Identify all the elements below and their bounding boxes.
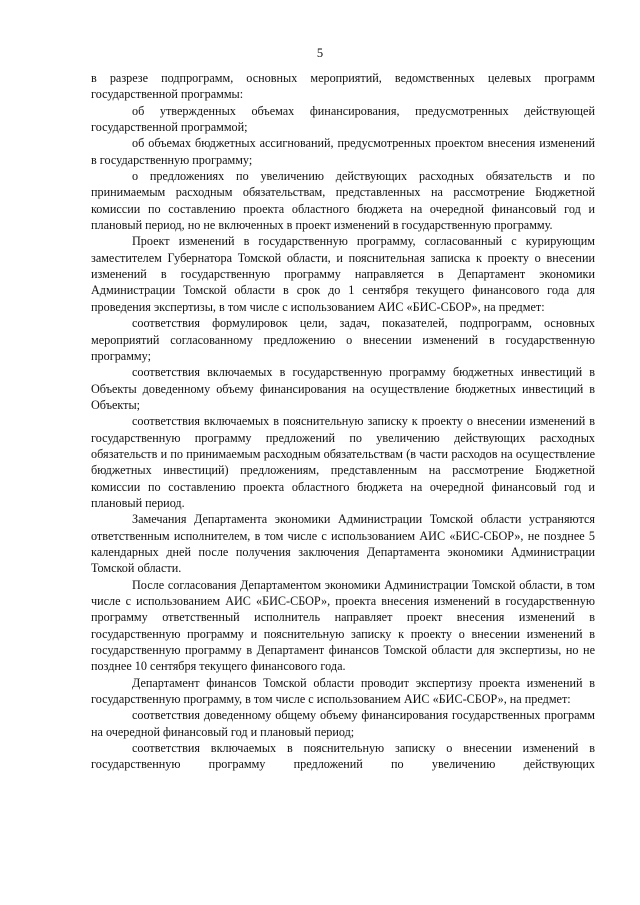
paragraph: соответствия включаемых в государственную программу бюджетных инвестиций в Объекты доведенному объему финансирования на осуществление бюджетных инвестиций в Объекты; bbox=[91, 365, 595, 412]
paragraph: в разрезе подпрограмм, основных мероприятий, ведомственных целевых программ государственной программы: bbox=[91, 71, 595, 102]
paragraph: о предложениях по увеличению действующих расходных обязательств и по принимаемым расходным обязательствам, представленных на рассмотрение Бюджетной комиссии по составлению проекта областного бюджета на очередной финансовый год и плановый период, но не включенных в проект изменений в государственную программу. bbox=[91, 169, 595, 233]
paragraph: об объемах бюджетных ассигнований, предусмотренных проектом внесения изменений в государственную программу; bbox=[91, 136, 595, 167]
paragraph: соответствия доведенному общему объему финансирования государственных программ на очередной финансовый год и плановый период; bbox=[91, 708, 595, 739]
document-body bbox=[91, 70, 595, 773]
paragraph: об утвержденных объемах финансирования, предусмотренных действующей государственной программой; bbox=[91, 103, 595, 135]
paragraph: Замечания Департамента экономики Администрации Томской области устраняются ответственным исполнителем, в том числе с использованием АИС «БИС-СБОР», не позднее 5 календарных дней после получения заключения Департамента экономики Администрации Томской области. bbox=[91, 512, 595, 576]
paragraph: Департамент финансов Томской области проводит экспертизу проекта изменений в государственную программу, в том числе с использованием АИС «БИС-СБОР», на предмет: bbox=[91, 675, 595, 707]
paragraph: Проект изменений в государственную программу, согласованный с курирующим заместителем Губернатора Томской области, и пояснительная записка к проекту о внесении изменений в государственную программу направляется в Департамент экономики Администрации Томской области в срок до 1 сентября текущего финансового года для проведения экспертизы, в том числе с использованием АИС «БИС-СБОР», на предмет: bbox=[91, 234, 595, 314]
page-number: 5 bbox=[316, 46, 324, 60]
paragraph: соответствия включаемых в пояснительную записку о внесении изменений в государственную программу предложений по увеличению действующих bbox=[91, 741, 595, 772]
paragraph: соответствия формулировок цели, задач, показателей, подпрограмм, основных мероприятий согласованному предложению о внесении изменений в государственную программу; bbox=[91, 316, 595, 363]
paragraph: соответствия включаемых в пояснительную записку к проекту о внесении изменений в государственную программу предложений по увеличению действующих расходных обязательств и по принимаемым расходным обязательствам (в части расходов на осуществление бюджетных инвестиций) предложениям, представленным на рассмотрение Бюджетной комиссии по составлению проекта областного бюджета на очередной финансовый год и плановый период. bbox=[91, 414, 595, 510]
paragraph: После согласования Департаментом экономики Администрации Томской области, в том числе с использованием АИС «БИС-СБОР», проекта внесения изменений в государственную программу ответственный исполнитель направляет проект внесения изменений в государственную программу и пояснительную записку к проекту о внесении изменений в государственную программу в Департамент финансов Томской области для экспертизы, но не позднее 10 сентября текущего финансового года. bbox=[91, 577, 595, 674]
